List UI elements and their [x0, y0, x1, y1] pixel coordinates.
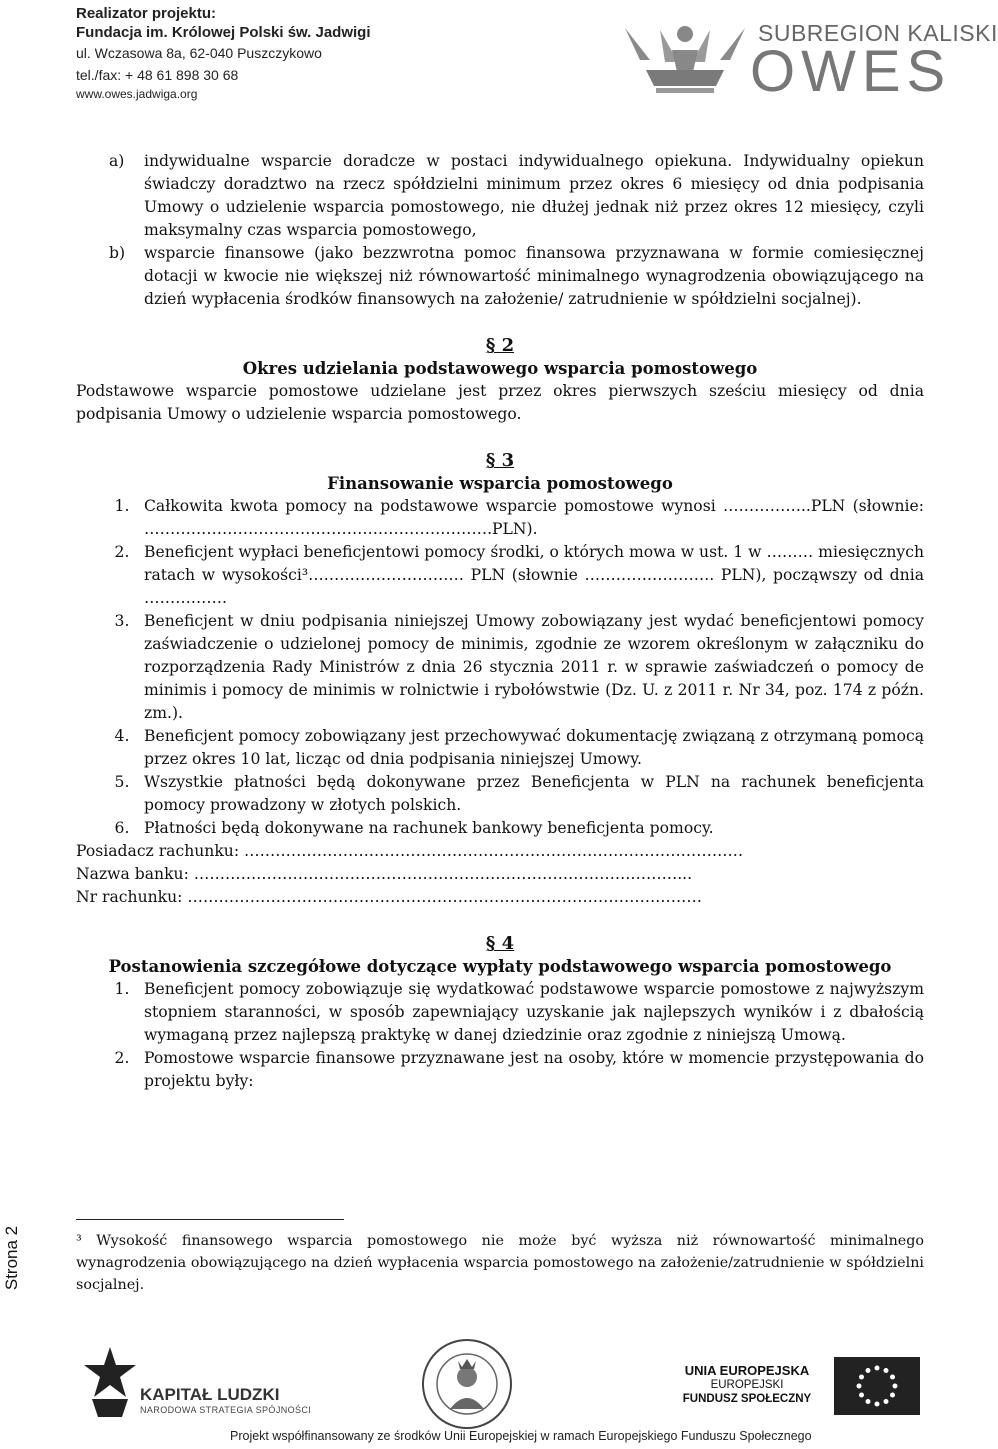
section-heading: Finansowanie wsparcia pomostowego: [327, 474, 673, 493]
header-www: www.owes.jadwiga.org: [76, 87, 198, 101]
page-label: Strona 2: [2, 1225, 22, 1291]
header-phone: tel./fax: + 48 61 898 30 68: [76, 67, 239, 83]
item-text: indywidualne wsparcie doradcze w postaci indywidualnego opiekuna. Indywidualny opiekun świadczy doradztwo na rzecz spółdzielni minimum przez okres 6 miesięcy od dnia podpisania Umowy o udzielenie wsparcia pomostowego, nie dłużej jednak niż przez okres 12 miesięcy, czyli maksymalny czas wsparcia pomostowego,: [144, 152, 924, 239]
funding-note: Projekt współfinansowany ze środków Unii Europejskiej w ramach Europejskiego Funduszu Społecznego: [230, 1429, 812, 1443]
section-number: § 4: [485, 933, 515, 954]
item-number: 6.: [114, 819, 130, 837]
item-number: 1.: [114, 497, 130, 515]
item-number: 1.: [114, 980, 130, 998]
account-number-field: Nr rachunku: ………………………………………………………………………………………: [76, 888, 702, 906]
section-text: Podstawowe wsparcie pomostowe udzielane jest przez okres pierwszych sześciu miesięcy od dnia podpisania Umowy o udzielenie wsparcia pomostowego.: [76, 382, 924, 423]
account-holder-field: Posiadacz rachunku: ……………………………………………………………………………………: [76, 842, 744, 860]
section-heading: Postanowienia szczegółowe dotyczące wypłaty podstawowego wsparcia pomostowego: [108, 957, 892, 976]
item-number: 4.: [114, 727, 130, 745]
item-text: Beneficjent wypłaci beneficjentowi pomocy środki, o których mowa w ust. 1 w ……… miesięcznych ratach w wysokości³………………………… PLN (słownie ……………………. PLN), począwszy od dnia …………….: [144, 543, 924, 607]
list-item: [76, 725, 924, 771]
header-org: Fundacja im. Królowej Polski św. Jadwigi: [76, 24, 371, 41]
list-item: [76, 1047, 924, 1093]
list-item: [76, 541, 924, 610]
crown-icon: [620, 20, 750, 100]
footnote-separator: [76, 1219, 344, 1220]
item-number: 3.: [114, 612, 130, 630]
owes-name: OWES: [750, 39, 952, 104]
footer-logos: [0, 1335, 960, 1449]
owes-subtitle: SUBREGION KALISKI: [758, 20, 998, 46]
list-item: [76, 817, 924, 840]
document-body: [76, 150, 924, 1093]
kl-subtitle: NARODOWA STRATEGIA SPÓJNOŚCI: [140, 1405, 312, 1415]
eu-line2: FUNDUSZ SPOŁECZNY: [682, 1393, 812, 1405]
item-label: b): [109, 244, 126, 262]
kapital-ludzki-logo-icon: [82, 1347, 138, 1419]
eu-line1: EUROPEJSKI: [710, 1379, 784, 1391]
item-text: Beneficjent pomocy zobowiązuje się wydatkować podstawowe wsparcie pomostowe z najwyższym stopniem staranności, w sposób zapewniający uzyskanie jak najlepszych wyników i z dbałością wymaganą przez najlepszą praktykę w danej dziedzinie oraz zgodnie z niniejszą Umową.: [144, 980, 924, 1044]
kl-title: KAPITAŁ LUDZKI: [140, 1385, 280, 1404]
item-number: 5.: [114, 773, 130, 791]
list-item: [76, 610, 924, 725]
page-number-side: [0, 1200, 40, 1320]
list-item: [76, 771, 924, 817]
header-title: Realizator projektu:: [76, 5, 217, 22]
item-text: Całkowita kwota pomocy na podstawowe wsparcie pomostowe wynosi ……………..PLN (słownie: ………………………………………………………….PLN).: [144, 497, 924, 538]
item-label: a): [109, 152, 125, 170]
owes-logo: [600, 6, 998, 106]
item-text: Pomostowe wsparcie finansowe przyznawane jest na osoby, które w momencie przystępowania do projektu były:: [144, 1049, 924, 1090]
item-text: Płatności będą dokonywane na rachunek bankowy beneficjenta pomocy.: [144, 819, 714, 837]
kapital-ludzki-text: [140, 1385, 311, 1415]
list-item: [76, 495, 924, 541]
item-number: 2.: [114, 543, 130, 561]
eu-title: UNIA EUROPEJSKA: [684, 1363, 810, 1378]
item-number: 2.: [114, 1049, 130, 1067]
foundation-seal-icon: [420, 1337, 514, 1431]
section-number: § 3: [485, 450, 515, 471]
list-item: [76, 978, 924, 1047]
eu-text: [682, 1363, 812, 1406]
item-text: wsparcie finansowe (jako bezzwrotna pomoc finansowa przyznawana w formie comiesięcznej dotacji w kwocie nie większej niż równowartość minimalnego wynagrodzenia obowiązującego na dzień wypłacenia środków finansowych na założenie/ zatrudnienie w spółdzielni socjalnej).: [144, 244, 924, 308]
item-text: Beneficjent w dniu podpisania niniejszej Umowy zobowiązany jest wydać beneficjentowi pomocy zaświadczenie o udzielonej pomocy de minimis, zgodnie ze wzorem określonym w załączniku do rozporządzenia Rady Ministrów z dnia 26 stycznia 2011 r. w sprawie zaświadczeń o pomocy de minimis i pomocy de minimis w rolnictwie i rybołówstwie (Dz. U. z 2011 r. Nr 34, poz. 174 z późn. zm.).: [144, 612, 924, 722]
list-item: [76, 242, 924, 311]
footnote: ³ Wysokość finansowego wsparcia pomostowego nie może być wyższa niż równowartość minimalnego wynagrodzenia obowiązującego na dzień wypłacenia wsparcia pomostowego na założenie/zatrudnienie w spółdzielni socjalnej.: [76, 1233, 924, 1293]
section-number: § 2: [485, 335, 515, 356]
bank-name-field: Nazwa banku: …………………………………………………………………………………...: [76, 865, 693, 883]
list-item: [76, 150, 924, 242]
section-heading: Okres udzielania podstawowego wsparcia pomostowego: [242, 359, 758, 378]
item-text: Wszystkie płatności będą dokonywane przez Beneficjenta w PLN na rachunek beneficjenta pomocy prowadzony w złotych polskich.: [144, 773, 924, 814]
eu-flag-icon: [834, 1357, 920, 1415]
item-text: Beneficjent pomocy zobowiązany jest przechowywać dokumentację związaną z otrzymaną pomocą przez okres 10 lat, licząc od dnia podpisania niniejszej Umowy.: [144, 727, 924, 768]
header-block: [76, 4, 376, 102]
header-address: ul. Wczasowa 8a, 62-040 Puszczykowo: [76, 45, 322, 61]
